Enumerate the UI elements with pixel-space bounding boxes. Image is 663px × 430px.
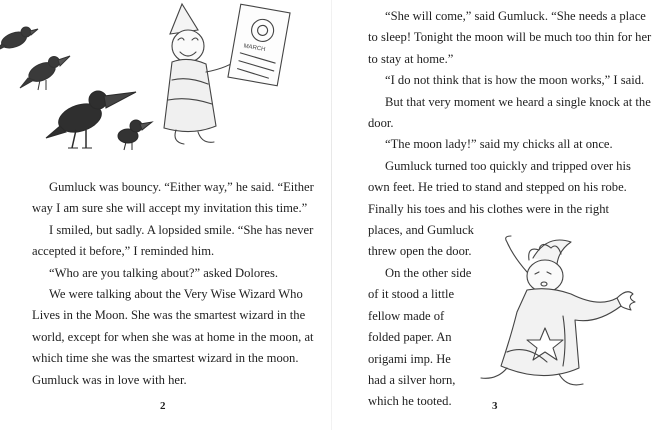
- wrapped-line: folded paper. An: [368, 330, 452, 345]
- left-page: [0, 0, 331, 430]
- wrapped-line: threw open the door.: [368, 244, 472, 259]
- paragraph: “Who are you talking about?” asked Dolores.: [49, 265, 279, 280]
- wrapped-line: places, and Gumluck: [368, 223, 474, 238]
- wrapped-line: had a silver horn,: [368, 372, 456, 387]
- paragraph: We were talking about the Very Wise Wizard Who Lives in the Moon. She was the smartest wizard in the world, except for when she was at home in the moon, at which time she was the smartest wizard in the moon. Gumluck was in love with her.: [32, 287, 314, 387]
- paragraph: I smiled, but sadly. A lopsided smile. “She has never accepted it before,” I reminded him.: [32, 222, 314, 259]
- gumluck-with-sign-illustration: [158, 0, 298, 160]
- wrapped-line: origami imp. He: [368, 351, 451, 366]
- sign-label: MARCH: [243, 43, 266, 54]
- paragraph: “She will come,” said Gumluck. “She needs a place to sleep! Tonight the moon will be much too thin for her to stay at home.”: [368, 9, 652, 66]
- paragraph: Gumluck turned too quickly and tripped over his own feet. He tried to stand and stepped on his robe. Finally his toes and his clothes were in the right: [368, 158, 631, 216]
- left-page-text: [32, 177, 322, 391]
- wrapped-line: On the other side: [385, 265, 472, 280]
- wrapped-line: fellow made of: [368, 308, 445, 323]
- gumluck-falling-illustration: [467, 232, 642, 397]
- page-number-right: 3: [492, 400, 498, 412]
- paragraph: “The moon lady!” said my chicks all at once.: [385, 137, 613, 152]
- page-number-left: 2: [160, 400, 166, 412]
- paragraph: “I do not think that is how the moon works,” I said.: [385, 73, 645, 88]
- paragraph: But that very moment we heard a single knock at the door.: [368, 94, 651, 131]
- wrapped-line: which he tooted.: [368, 394, 452, 409]
- paragraph: Gumluck was bouncy. “Either way,” he said. “Either way I am sure she will accept my invitation this time.”: [32, 180, 314, 216]
- crows-illustration: [0, 0, 160, 160]
- right-page: [332, 0, 663, 430]
- wrapped-line: of it stood a little: [368, 287, 455, 302]
